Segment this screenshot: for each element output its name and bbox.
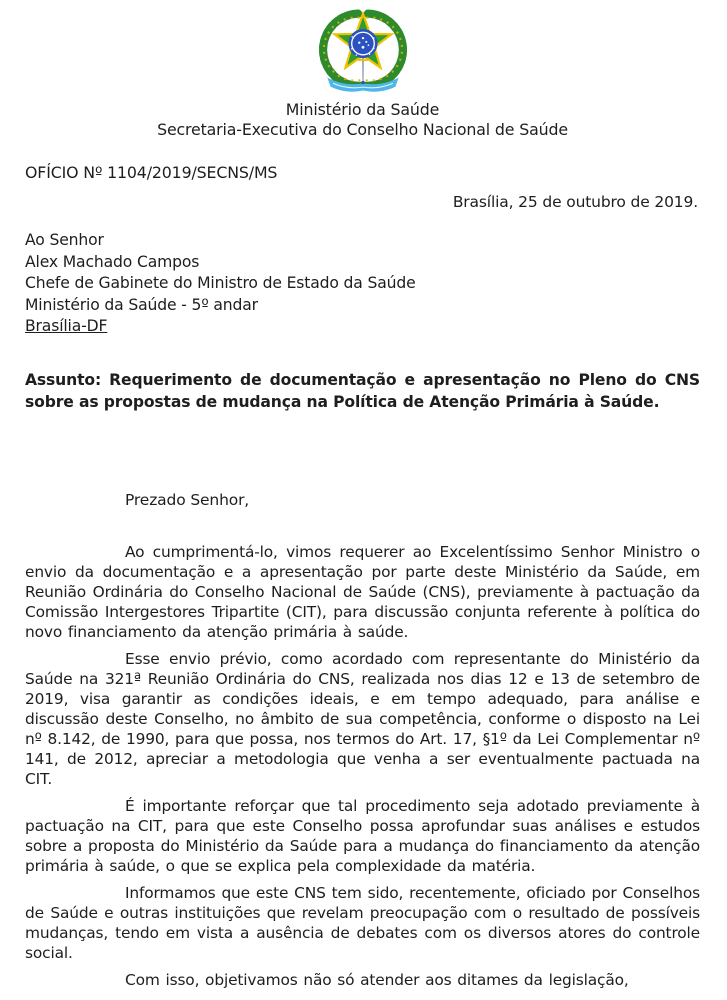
brazil-coat-of-arms-icon [313, 7, 413, 100]
addressee-name: Alex Machado Campos [25, 252, 200, 271]
org-name: Ministério da Saúde [285, 100, 440, 119]
paragraph: Com isso, objetivamos não só atender aos ditames da legislação, [125, 970, 629, 989]
salutation: Prezado Senhor, [125, 490, 250, 509]
sword-pommel [361, 81, 364, 84]
office-reference: OFÍCIO Nº 1104/2019/SECNS/MS [25, 163, 278, 182]
paragraph: Esse envio prévio, como acordado com representante do Ministério da Saúde na 321ª Reunião Ordinária do CNS, realizada nos dias 12 e 13 de setembro de 2019, visa garantir as condições ideais, e em tempo adequado, para análise e discussão deste Conselho, no âmbito de sua competência, conforme o disposto na Lei nº 8.142, de 1990, para que possa, nos termos do Art. 17, §1º da Lei Complementar nº 141, de 2012, apreciar a metodologia que venha a ser eventualmente pactuada na CIT. [25, 649, 700, 788]
paragraph: Informamos que este CNS tem sido, recentemente, oficiado por Conselhos de Saúde e outras instituições que revelam preocupação com o resultado de possíveis mudanças, tendo em vista a ausência de debates com os diversos atores do controle social. [25, 883, 700, 962]
addressee-city: Brasília-DF [25, 317, 108, 335]
addressee-title: Chefe de Gabinete do Ministro de Estado da Saúde [25, 274, 416, 292]
addressee-salutation: Ao Senhor [25, 231, 104, 249]
org-unit: Secretaria-Executiva do Conselho Nacional de Saúde [157, 120, 568, 139]
paragraph: Ao cumprimentá-lo, vimos requerer ao Excelentíssimo Senhor Ministro o envio da documentação e a apresentação por parte deste Ministério da Saúde, em Reunião Ordinária do Conselho Nacional de Saúde (CNS), previamente à pactuação da Comissão Intergestores Tripartite (CIT), para discussão conjunta referente à política do novo financiamento da atenção primária à saúde. [25, 542, 700, 641]
globe [348, 29, 377, 58]
subject-line: Assunto: Requerimento de documentação e apresentação no Pleno do CNS sobre as propostas de mudança na Política de Atenção Primária à Saúde. [25, 370, 700, 411]
letter-body [25, 542, 700, 990]
addressee-org: Ministério da Saúde - 5º andar [25, 295, 258, 314]
paragraph: É importante reforçar que tal procedimento seja adotado previamente à pactuação na CIT, para que este Conselho possa aprofundar suas análises e estudos sobre a proposta do Ministério da Saúde para a mudança do financiamento da atenção primária à saúde, o que se explica pela complexidade da matéria. [25, 796, 700, 875]
dateline: Brasília, 25 de outubro de 2019. [452, 193, 698, 211]
addressee-block [25, 230, 700, 338]
emblem-container [25, 7, 700, 100]
